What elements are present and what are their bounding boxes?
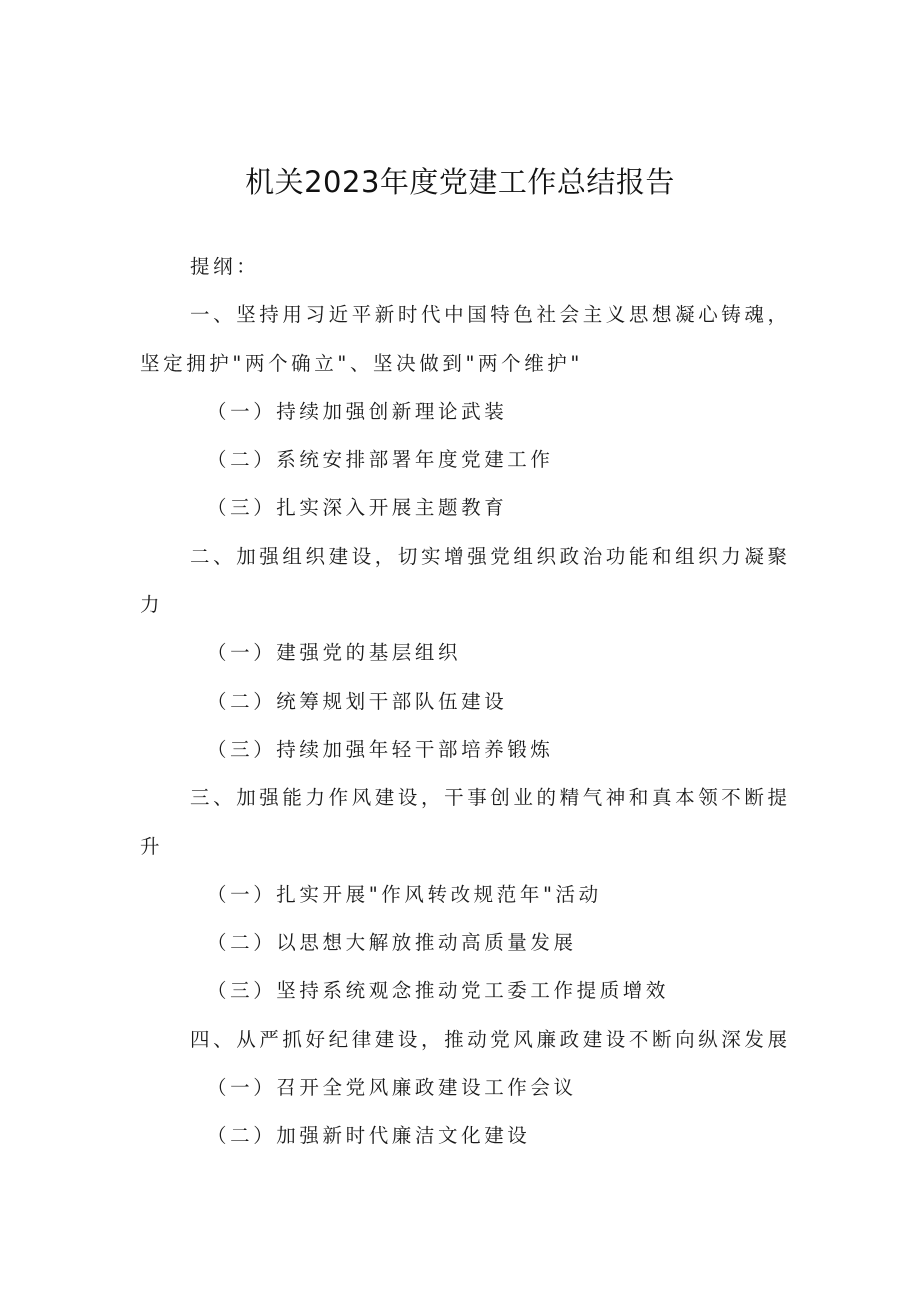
section-2 — [140, 533, 795, 774]
section-item: （一）扎实开展"作风转改规范年"活动 — [207, 882, 602, 906]
section-item: （三）坚持系统观念推动党工委工作提质增效 — [207, 979, 670, 1003]
section-item: （三）持续加强年轻干部培养锻炼 — [207, 737, 554, 761]
section-item: （一）持续加强创新理论武装 — [207, 399, 508, 423]
document-body — [140, 243, 795, 1161]
outline-label: 提纲： — [190, 255, 260, 278]
section-3 — [140, 774, 795, 1015]
section-heading: 一、坚持用习近平新时代中国特色社会主义思想凝心铸魂， — [190, 303, 791, 327]
section-item: （二）以思想大解放推动高质量发展 — [207, 931, 577, 955]
section-1 — [140, 291, 795, 532]
section-heading: 四、从严抓好纪律建设，推动党风廉政建设不断向纵深发展 — [190, 1027, 791, 1051]
section-item: （一）建强党的基层组织 — [207, 641, 462, 665]
section-heading-continuation: 坚定拥护"两个确立"、坚决做到"两个维护" — [140, 351, 583, 375]
section-heading: 三、加强能力作风建设，干事创业的精气神和真本领不断提 — [190, 786, 791, 810]
section-item: （一）召开全党风廉政建设工作会议 — [207, 1076, 577, 1100]
section-heading-continuation: 升 — [140, 834, 164, 858]
section-heading-continuation: 力 — [140, 593, 164, 617]
section-item: （二）加强新时代廉洁文化建设 — [207, 1124, 531, 1148]
document-title: 机关2023年度党建工作总结报告 — [245, 165, 675, 199]
section-heading: 二、加强组织建设，切实增强党组织政治功能和组织力凝聚 — [190, 544, 791, 568]
section-4 — [140, 1016, 795, 1161]
section-item: （三）扎实深入开展主题教育 — [207, 496, 508, 520]
section-item: （二）系统安排部署年度党建工作 — [207, 448, 554, 472]
section-item: （二）统筹规划干部队伍建设 — [207, 689, 508, 713]
